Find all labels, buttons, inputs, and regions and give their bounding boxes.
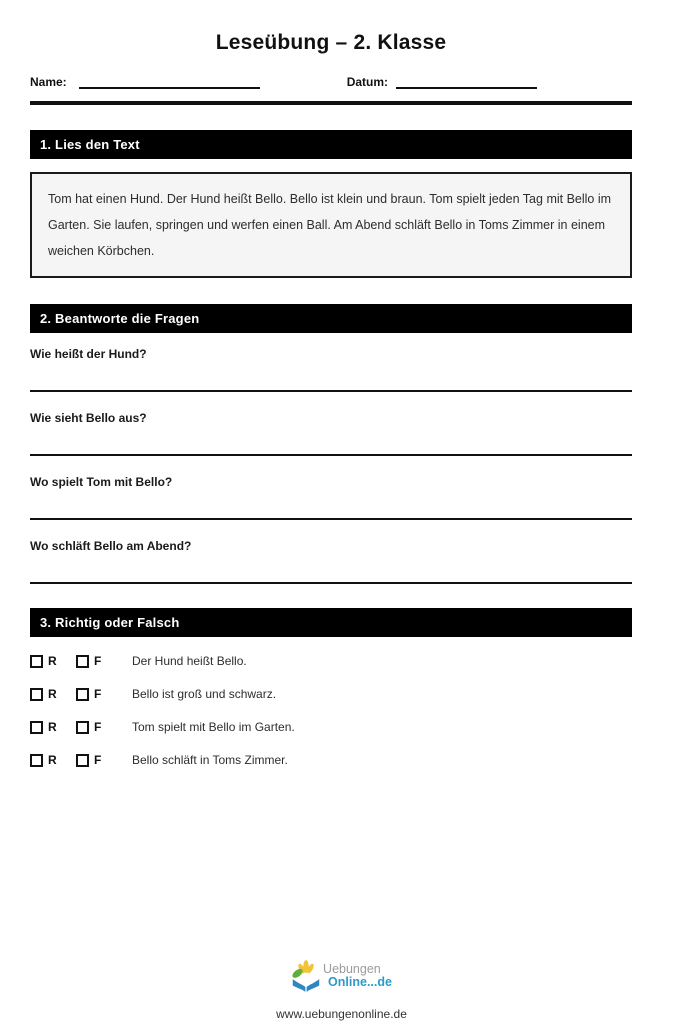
answer-line[interactable] — [30, 390, 632, 392]
falsch-checkbox[interactable] — [76, 688, 89, 701]
question-block — [30, 475, 632, 520]
date-label: Datum: — [346, 75, 389, 89]
true-false-row — [30, 654, 632, 668]
richtig-checkbox[interactable] — [30, 688, 43, 701]
uebungen-online-logo — [291, 958, 392, 994]
falsch-label: F — [94, 753, 102, 767]
true-false-row — [30, 720, 632, 734]
question-label: Wo schläft Bello am Abend? — [30, 539, 192, 553]
true-false-list — [30, 654, 632, 767]
falsch-label: F — [94, 720, 102, 734]
question-block — [30, 539, 632, 584]
richtig-label: R — [48, 654, 57, 668]
question-block — [30, 347, 632, 392]
section-3-header: 3. Richtig oder Falsch — [30, 608, 632, 637]
statement-text: Bello schläft in Toms Zimmer. — [132, 753, 288, 767]
logo-wordmark — [323, 963, 392, 989]
question-label: Wo spielt Tom mit Bello? — [30, 475, 173, 489]
worksheet-content — [30, 0, 632, 767]
true-false-row — [30, 753, 632, 767]
richtig-checkbox[interactable] — [30, 655, 43, 668]
true-false-row — [30, 687, 632, 701]
question-label: Wie sieht Bello aus? — [30, 411, 147, 425]
richtig-checkbox[interactable] — [30, 721, 43, 734]
name-input-line[interactable] — [79, 75, 260, 89]
date-input-line[interactable] — [396, 75, 537, 89]
header-divider-rule — [30, 101, 632, 105]
falsch-checkbox[interactable] — [76, 754, 89, 767]
section-2-header: 2. Beantworte die Fragen — [30, 304, 632, 333]
falsch-label: F — [94, 687, 102, 701]
falsch-label: F — [94, 654, 102, 668]
question-label: Wie heißt der Hund? — [30, 347, 147, 361]
falsch-checkbox[interactable] — [76, 721, 89, 734]
answer-line[interactable] — [30, 454, 632, 456]
richtig-label: R — [48, 720, 57, 734]
name-label: Name: — [30, 75, 67, 89]
statement-text: Bello ist groß und schwarz. — [132, 687, 277, 701]
reading-passage-text: Tom hat einen Hund. Der Hund heißt Bello. Bello ist klein und braun. Tom spielt jeden Tag mit Bello im Garten. Sie laufen, springen und werfen einen Ball. Am Abend schläft Bello in Toms Zimmer in einem weichen Körbchen. — [48, 192, 612, 258]
richtig-checkbox[interactable] — [30, 754, 43, 767]
falsch-checkbox[interactable] — [76, 655, 89, 668]
page-title: Leseübung – 2. Klasse — [215, 31, 447, 54]
logo-text-top: Uebungen — [323, 962, 381, 976]
question-block — [30, 411, 632, 456]
statement-text: Der Hund heißt Bello. — [132, 654, 247, 668]
answer-line[interactable] — [30, 582, 632, 584]
footer-url: www.uebungenonline.de — [276, 1007, 407, 1021]
richtig-label: R — [48, 687, 57, 701]
section-1-header: 1. Lies den Text — [30, 130, 632, 159]
statement-text: Tom spielt mit Bello im Garten. — [132, 720, 295, 734]
page-footer — [0, 958, 683, 1021]
reading-passage-box — [30, 172, 632, 278]
logo-text-bottom: Online...de — [328, 975, 392, 989]
richtig-label: R — [48, 753, 57, 767]
name-date-row — [30, 75, 632, 89]
answer-line[interactable] — [30, 518, 632, 520]
book-leaf-logo-icon — [291, 958, 321, 994]
